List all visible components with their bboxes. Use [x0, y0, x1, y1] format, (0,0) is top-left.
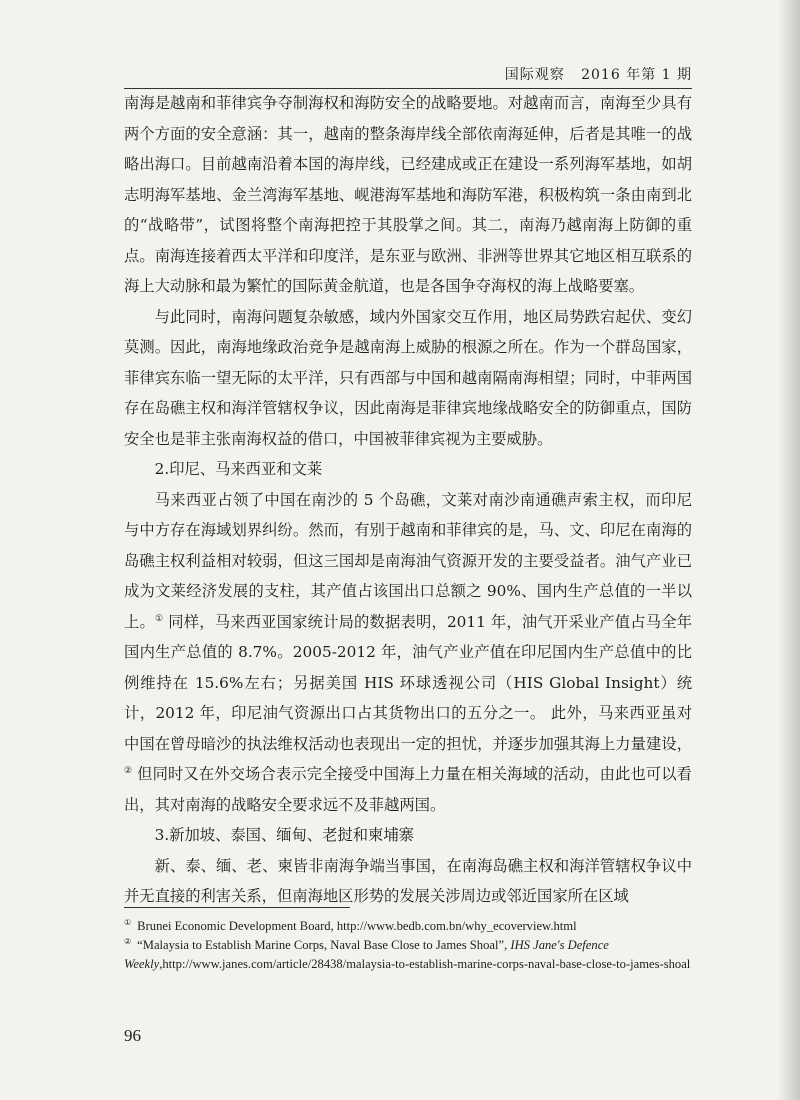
footnote-1 [124, 917, 692, 936]
paragraph: 与此同时，南海问题复杂敏感，域内外国家交互作用，地区局势跌宕起伏、变幻莫测。因此，南海地缘政治竞争是越南海上威胁的根源之所在。作为一个群岛国家，菲律宾东临一望无际的太平洋，只有西部与中国和越南隔南海相望；同时，中菲两国存在岛礁主权和海洋管辖权争议，因此南海是菲律宾地缘战略安全的防御重点，国防安全也是菲主张南海权益的借口，中国被菲律宾视为主要威胁。 [124, 307, 692, 448]
footnote-mark: ① [124, 917, 132, 927]
paragraph: 南海是越南和菲律宾争夺制海权和海防安全的战略要地。对越南而言，南海至少具有两个方面的安全意涵：其一，越南的整条海岸线全部依南海延伸，后者是其唯一的战略出海口。目前越南沿着本国的海岸线，已经建成或正在建设一系列海军基地，如胡志明海军基地、金兰湾海军基地、岘港海军基地和海防军港，积极构筑一条由南到北的“战略带”，试图将整个南海把控于其股掌之间。其二，南海乃越南海上防御的重点。南海连接着西太平洋和印度洋，是东亚与欧洲、非洲等世界其它地区相互联系的海上大动脉和最为繁忙的国际黄金航道，也是各国争夺海权的海上战略要塞。 [124, 94, 692, 295]
paragraph-text: 同样，马来西亚国家统计局的数据表明，2011 年，油气开采业产值占马全年国内生产总值的 8.7%。2005-2012 年，油气产业产值在印尼国内生产总值中的比例维持在 15.6%左右；另据美国 HIS 环球透视公司（HIS Global Insight）统计，2012 年，印尼油气资源出口占其货物出口的五分之一。 此外，马来西亚虽对中国在曾母暗沙的执法维权活动也表现出一定的担忧，并逐步加强其海上力量建设， [124, 612, 692, 753]
footnote-journal: IHS Jane's Defence Weekly [124, 938, 609, 971]
footnotes [124, 917, 692, 974]
issue-label: 2016 年第 1 期 [581, 67, 692, 83]
footnote-ref: ② [124, 765, 133, 776]
page-edge-shadow [778, 0, 800, 1100]
footnote-rule [124, 907, 350, 908]
section-heading: 3.新加坡、泰国、缅甸、老挝和柬埔寨 [154, 826, 414, 844]
paragraph: 新、泰、缅、老、柬皆非南海争端当事国，在南海岛礁主权和海洋管辖权争议中并无直接的利害关系，但南海地区形势的发展关涉周边或邻近国家所在区域 [124, 856, 692, 905]
footnote-2 [124, 936, 692, 974]
footnote-text: Brunei Economic Development Board, http://www.bedb.com.bn/why_ecoverview.html [137, 919, 577, 933]
article-body [124, 88, 692, 912]
paragraph [124, 485, 692, 821]
page-number: 96 [124, 1026, 141, 1045]
running-header [124, 64, 692, 86]
footnote-title: “Malaysia to Establish Marine Corps, Naval Base Close to James Shoal”, [137, 938, 508, 952]
paragraph-text: 马来西亚占领了中国在南沙的 5 个岛礁，文莱对南沙南通礁声索主权，而印尼与中方存在海域划界纠纷。然而，有别于越南和菲律宾的是，马、文、印尼在南海的岛礁主权利益相对较弱，但这三国却是南海油气资源开发的主要受益者。油气产业已成为文莱经济发展的支柱，其产值占该国出口总额之 90%、国内生产总值的一半以上。 [124, 490, 692, 631]
journal-name: 国际观察 [504, 67, 565, 83]
footnote-url: ,http://www.janes.com/article/28438/malaysia-to-establish-marine-corps-naval-base-close-to-james-shoal [159, 957, 691, 971]
footnote-mark: ② [124, 936, 132, 946]
section-heading: 2.印尼、马来西亚和文莱 [154, 460, 323, 478]
paragraph-text: 但同时又在外交场合表示完全接受中国海上力量在相关海域的活动，由此也可以看出，其对南海的战略安全要求远不及菲越两国。 [124, 765, 692, 814]
footnote-ref: ① [154, 613, 164, 624]
